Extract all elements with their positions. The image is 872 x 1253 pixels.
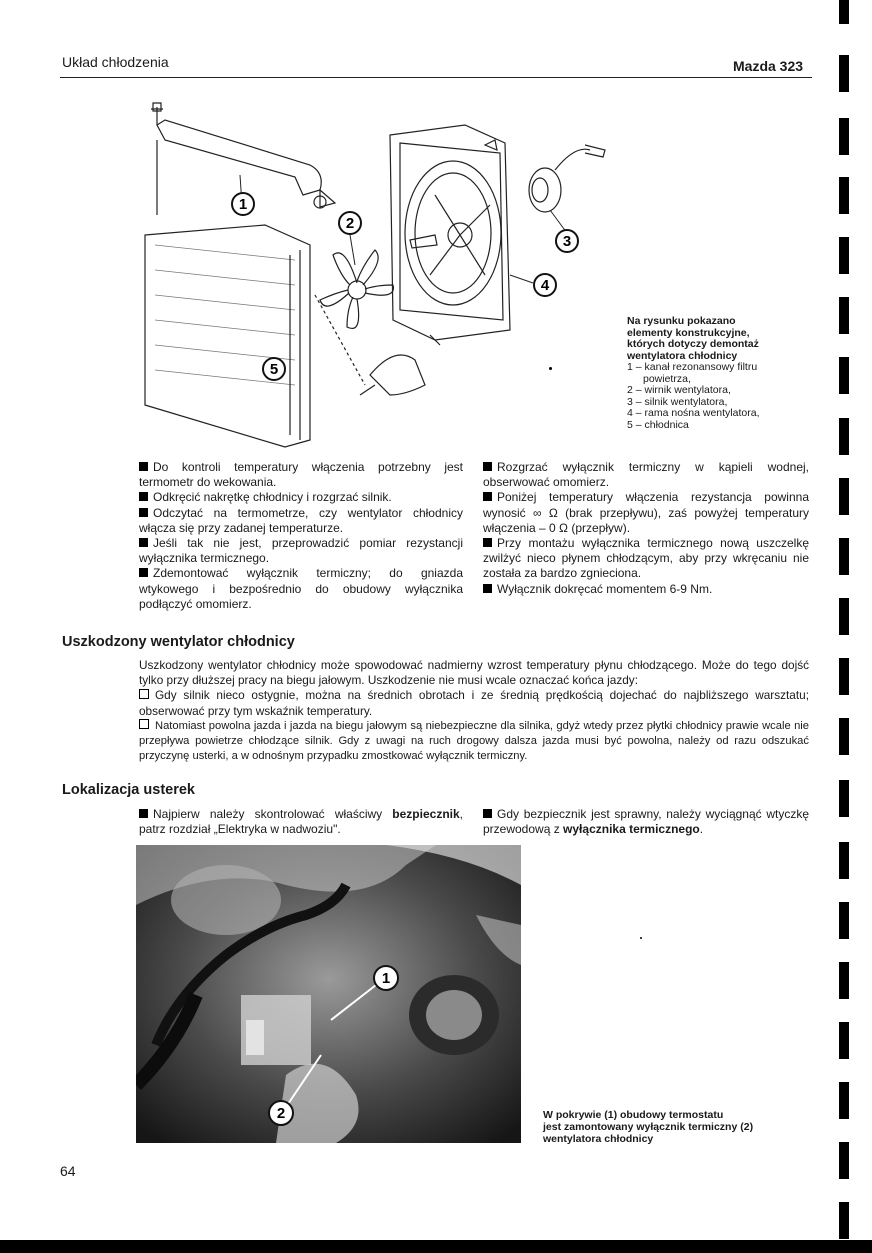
index-tab	[839, 177, 849, 214]
section-heading-fan-failure: Uszkodzony wentylator chłodnicy	[62, 634, 295, 650]
hollow-square-icon	[139, 689, 149, 699]
stray-dot	[549, 367, 552, 370]
caption-item: 4 – rama nośna wentylatora,	[627, 407, 760, 419]
radiator-outline	[145, 225, 310, 447]
left-column-instructions	[139, 460, 463, 612]
callout-number: 2	[345, 215, 355, 232]
index-tab	[839, 1142, 849, 1179]
instruction-item: Poniżej temperatury włączenia rezystancja powinna wynosić ∞ Ω (brak przepływu), zaś powyżej temperatury włączenia – 0 Ω (przepływ).	[483, 490, 809, 535]
bullet-square-icon	[139, 568, 148, 577]
instruction-item: Rozgrzać wyłącznik termiczny w kąpieli wodnej, obserwować omomierz.	[483, 460, 809, 490]
instruction-item: Odkręcić nakrętkę chłodnicy i rozgrzać silnik.	[139, 490, 463, 505]
index-tab	[839, 0, 849, 24]
index-tab	[839, 297, 849, 334]
caption-line: W pokrywie (1) obudowy termostatu	[543, 1109, 724, 1121]
callout-number: 5	[269, 361, 279, 378]
index-tab	[839, 902, 849, 939]
radiator-fan-exploded-diagram	[135, 95, 615, 455]
fan-impeller	[320, 250, 393, 328]
resonator-duct	[157, 120, 321, 195]
caption-line: wentylatora chłodnicy	[543, 1133, 654, 1145]
bullet-square-icon	[483, 584, 492, 593]
caption-title-line: Na rysunku pokazano	[627, 315, 736, 327]
hollow-square-icon	[139, 719, 149, 729]
paragraph: Uszkodzony wentylator chłodnicy może spowodować nadmierny wzrost temperatury płynu chłodzącego. Może do tego dojść tylko przy dłuższej pracy na biegu jałowym. Uszkodzenie nie musi wcale oznaczać końca jazdy:	[139, 658, 809, 688]
index-tab	[839, 118, 849, 155]
instruction-item: Odczytać na termometrze, czy wentylator chłodnicy włącza się przy zadanej temperaturze.	[139, 505, 463, 535]
bullet-square-icon	[483, 538, 492, 547]
header-model: Mazda 323	[733, 58, 804, 74]
index-tab	[839, 1022, 849, 1059]
caption-item: 5 – chłodnica	[627, 418, 689, 431]
index-tab	[839, 962, 849, 999]
thumb-index-tabs	[839, 0, 849, 1253]
instruction-item: Do kontroli temperatury włączenia potrzebny jest termometr do wekowania.	[139, 460, 463, 490]
index-tab	[839, 842, 849, 879]
fan-failure-body	[139, 658, 809, 764]
index-tab	[839, 538, 849, 575]
index-tab	[839, 237, 849, 274]
header-rule	[60, 77, 812, 78]
bullet-square-icon	[139, 809, 148, 818]
troubleshooting-left: Najpierw należy skontrolować właściwy bezpiecznik, patrz rozdział „Elektryka w nadwoziu".	[139, 807, 463, 837]
bullet-square-icon	[483, 809, 492, 818]
fan-motor	[529, 168, 561, 212]
caption-title-line: wentylatora chłodnicy	[627, 349, 738, 362]
caption-item: powietrza,	[643, 372, 691, 385]
caption-item: 2 – wirnik wentylatora,	[627, 384, 731, 396]
photo-callout-number: 1	[381, 970, 391, 987]
hollow-bullet-item: Natomiast powolna jazda i jazda na biegu jałowym są niebezpieczne dla silnika, gdyż wtedy przez płytki chłodnicy prawie wcale nie przepływa powietrze chłodzące silnik. Gdy z uwagi na ruch drogowy dalsza jazda musi być powolna, należy od razu odszukać przyczynę usterki, a w odnośnym przypadku zmostkować wyłącznik termiczny.	[139, 719, 809, 763]
caption-title-line: których dotyczy demontaż	[627, 338, 759, 350]
bullet-square-icon	[139, 538, 148, 547]
instruction-item: Przy montażu wyłącznika termicznego nową uszczelkę zwilżyć nieco płynem chłodzącym, aby przy wkręcaniu nie została za bardzo zgnieciona.	[483, 536, 809, 581]
bullet-square-icon	[139, 508, 148, 517]
stray-dot	[640, 937, 642, 939]
index-tab	[839, 357, 849, 394]
instruction-item: Zdemontować wyłącznik termiczny; do gniazda wtykowego i bezpośrednio do obudowy wyłącznika podłączyć omomierz.	[139, 566, 463, 611]
index-tab	[839, 1082, 849, 1119]
caption-item: 1 – kanał rezonansowy filtru	[627, 361, 758, 373]
index-tab	[839, 1202, 849, 1239]
bullet-square-icon	[483, 462, 492, 471]
index-tab	[839, 55, 849, 92]
instruction-item: Jeśli tak nie jest, przeprowadzić pomiar rezystancji wyłącznika termicznego.	[139, 536, 463, 566]
bullet-square-icon	[139, 492, 148, 501]
header-section-title: Układ chłodzenia	[62, 54, 169, 70]
index-tab	[839, 598, 849, 635]
index-tab	[839, 718, 849, 755]
index-tab	[839, 658, 849, 695]
engine-bay-photo	[136, 845, 521, 1143]
callout-number: 4	[540, 277, 550, 294]
fan-motor-photo	[426, 990, 482, 1040]
index-tab	[839, 418, 849, 455]
section-heading-troubleshooting: Lokalizacja usterek	[62, 782, 195, 798]
photo-caption	[543, 1109, 803, 1145]
hollow-bullet-item: Gdy silnik nieco ostygnie, można na średnich obrotach i ze średnią prędkością dojechać do najbliższego warsztatu; obserwować przy tym wskaźnik temperatury.	[139, 688, 809, 718]
bottom-edge-bar	[0, 1240, 872, 1253]
index-tab	[839, 780, 849, 817]
index-tab	[839, 478, 849, 515]
callout-number: 3	[562, 233, 572, 250]
fan-frame	[390, 125, 510, 340]
page-number: 64	[60, 1163, 76, 1179]
caption-line: jest zamontowany wyłącznik termiczny (2)	[543, 1121, 754, 1133]
bullet-square-icon	[483, 492, 492, 501]
photo-callout-number: 2	[276, 1105, 286, 1122]
caption-item: 3 – silnik wentylatora,	[627, 395, 728, 408]
bullet-square-icon	[139, 462, 148, 471]
callout-number: 1	[238, 196, 248, 213]
right-column-instructions	[483, 460, 809, 597]
hose	[370, 355, 425, 395]
caption-title-line: elementy konstrukcyjne,	[627, 326, 750, 339]
figure1-caption	[627, 316, 797, 431]
troubleshooting-right: Gdy bezpiecznik jest sprawny, należy wyciągnąć wtyczkę przewodową z wyłącznika termicznego.	[483, 807, 809, 837]
instruction-item: Wyłącznik dokręcać momentem 6-9 Nm.	[483, 582, 809, 597]
